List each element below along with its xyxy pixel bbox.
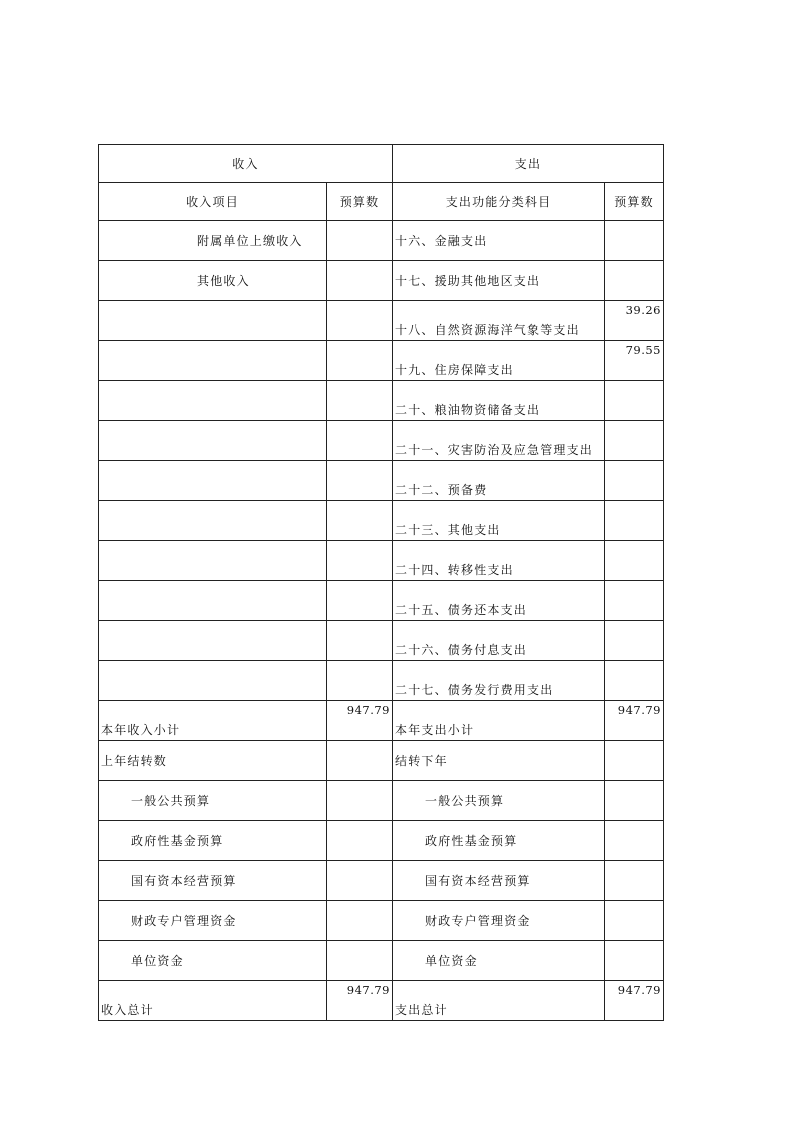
income-sub-item: 一般公共预算 [99, 781, 327, 821]
expense-subtotal-value: 947.79 [605, 701, 664, 741]
income-total-value: 947.79 [327, 981, 393, 1021]
table-row [99, 581, 664, 621]
income-item [99, 341, 327, 381]
income-item [99, 461, 327, 501]
expense-value [605, 621, 664, 661]
table-row [99, 861, 664, 901]
expense-budget-header: 预算数 [605, 183, 664, 221]
income-item [99, 661, 327, 701]
table-row [99, 821, 664, 861]
table-row [99, 221, 664, 261]
expense-sub-item: 单位资金 [393, 941, 605, 981]
income-sub-value [327, 901, 393, 941]
expense-value [605, 221, 664, 261]
expense-item: 二十七、债务发行费用支出 [393, 661, 605, 701]
income-sub-item: 单位资金 [99, 941, 327, 981]
expense-sub-value [605, 861, 664, 901]
expense-item: 十六、金融支出 [393, 221, 605, 261]
income-subtotal-value: 947.79 [327, 701, 393, 741]
table-row [99, 261, 664, 301]
income-item [99, 541, 327, 581]
expense-value [605, 661, 664, 701]
expense-total-label: 支出总计 [393, 981, 605, 1021]
expense-sub-item: 国有资本经营预算 [393, 861, 605, 901]
income-carry-value [327, 741, 393, 781]
expense-sub-value [605, 821, 664, 861]
income-header: 收入 [99, 145, 393, 183]
table-header-row [99, 145, 664, 183]
table-row [99, 621, 664, 661]
income-value [327, 621, 393, 661]
income-item [99, 621, 327, 661]
expense-header: 支出 [393, 145, 664, 183]
expense-item: 十九、住房保障支出 [393, 341, 605, 381]
income-item [99, 381, 327, 421]
expense-sub-item: 一般公共预算 [393, 781, 605, 821]
income-sub-value [327, 821, 393, 861]
income-value [327, 661, 393, 701]
income-value [327, 581, 393, 621]
expense-value [605, 541, 664, 581]
income-item [99, 501, 327, 541]
expense-value [605, 461, 664, 501]
income-sub-item: 国有资本经营预算 [99, 861, 327, 901]
expense-item: 十七、援助其他地区支出 [393, 261, 605, 301]
income-sub-value [327, 941, 393, 981]
expense-item: 二十三、其他支出 [393, 501, 605, 541]
income-sub-item: 财政专户管理资金 [99, 901, 327, 941]
income-value [327, 221, 393, 261]
income-item: 其他收入 [99, 261, 327, 301]
expense-item: 二十二、预备费 [393, 461, 605, 501]
income-carry-label: 上年结转数 [99, 741, 327, 781]
income-value [327, 461, 393, 501]
income-value [327, 421, 393, 461]
subtotal-row [99, 701, 664, 741]
expense-value: 39.26 [605, 301, 664, 341]
expense-carry-value [605, 741, 664, 781]
income-value [327, 381, 393, 421]
expense-sub-item: 政府性基金预算 [393, 821, 605, 861]
expense-carry-label: 结转下年 [393, 741, 605, 781]
income-item [99, 421, 327, 461]
budget-summary-table [98, 144, 664, 1021]
income-value [327, 301, 393, 341]
income-subtotal-label: 本年收入小计 [99, 701, 327, 741]
table-row [99, 341, 664, 381]
expense-item: 二十四、转移性支出 [393, 541, 605, 581]
table-subheader-row [99, 183, 664, 221]
expense-sub-value [605, 781, 664, 821]
expense-subtotal-label: 本年支出小计 [393, 701, 605, 741]
expense-item: 二十五、债务还本支出 [393, 581, 605, 621]
table-row [99, 661, 664, 701]
total-row [99, 981, 664, 1021]
table-row [99, 781, 664, 821]
income-value [327, 261, 393, 301]
income-item: 附属单位上缴收入 [99, 221, 327, 261]
income-sub-value [327, 861, 393, 901]
carry-row [99, 741, 664, 781]
expense-item: 二十、粮油物资储备支出 [393, 381, 605, 421]
expense-sub-value [605, 941, 664, 981]
expense-sub-item: 财政专户管理资金 [393, 901, 605, 941]
table-row [99, 461, 664, 501]
expense-total-value: 947.79 [605, 981, 664, 1021]
expense-sub-value [605, 901, 664, 941]
income-item [99, 301, 327, 341]
expense-value [605, 261, 664, 301]
table-row [99, 941, 664, 981]
table-row [99, 501, 664, 541]
expense-value [605, 501, 664, 541]
table-row [99, 541, 664, 581]
expense-item: 十八、自然资源海洋气象等支出 [393, 301, 605, 341]
income-item-header: 收入项目 [99, 183, 327, 221]
expense-value [605, 381, 664, 421]
expense-item-header: 支出功能分类科目 [393, 183, 605, 221]
income-value [327, 341, 393, 381]
income-value [327, 541, 393, 581]
table-row [99, 301, 664, 341]
income-sub-item: 政府性基金预算 [99, 821, 327, 861]
income-item [99, 581, 327, 621]
income-value [327, 501, 393, 541]
table-row [99, 421, 664, 461]
expense-value [605, 421, 664, 461]
expense-value: 79.55 [605, 341, 664, 381]
expense-item: 二十六、债务付息支出 [393, 621, 605, 661]
expense-item: 二十一、灾害防治及应急管理支出 [393, 421, 605, 461]
income-budget-header: 预算数 [327, 183, 393, 221]
expense-value [605, 581, 664, 621]
income-total-label: 收入总计 [99, 981, 327, 1021]
income-sub-value [327, 781, 393, 821]
table-row [99, 901, 664, 941]
table-row [99, 381, 664, 421]
